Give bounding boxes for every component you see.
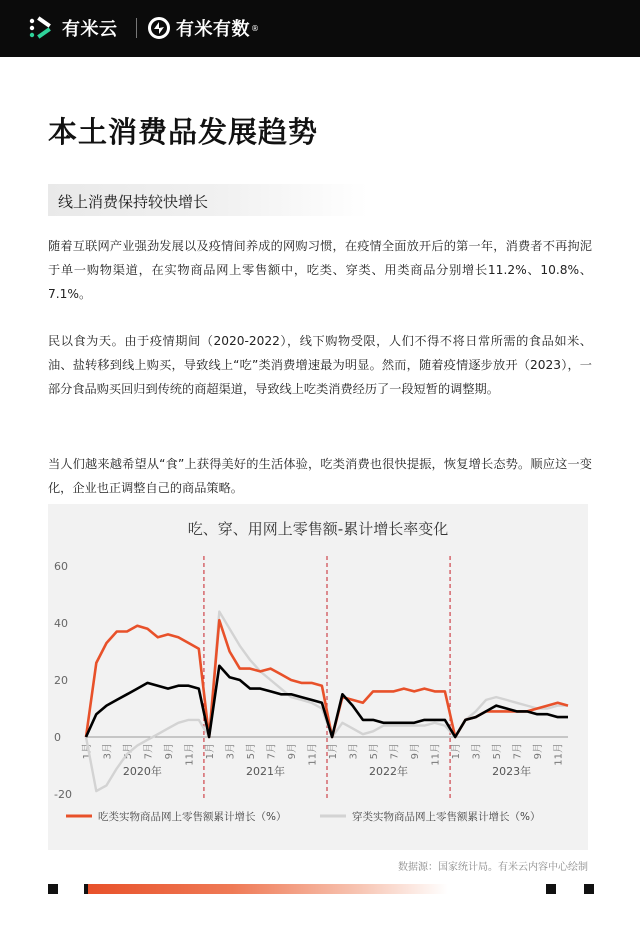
x-tick-label: 7月 (266, 743, 278, 760)
x-tick-label: 7月 (389, 743, 401, 760)
year-label: 2020年 (122, 765, 162, 778)
footer-gradient-bar (88, 884, 448, 894)
youmi-data-logo (148, 14, 259, 42)
footer-square-left (48, 884, 58, 894)
chart-panel (48, 504, 588, 850)
x-tick-label: 1月 (328, 743, 340, 760)
brand1-name: 有米云 (62, 19, 118, 40)
x-tick-label: 5月 (123, 743, 135, 760)
brand2-mark: ® (251, 23, 259, 33)
source-note: 数据源：国家统计局。有米云内容中心绘制 (398, 862, 588, 873)
year-label: 2021年 (245, 765, 285, 778)
youmi-cloud-logo-icon (28, 15, 54, 41)
x-tick-label: 1月 (451, 743, 463, 760)
x-tick-label: 7月 (512, 743, 524, 760)
x-tick-label: 3月 (471, 743, 483, 760)
x-tick-label: 5月 (492, 743, 504, 760)
x-tick-label: 3月 (102, 743, 114, 760)
line-chart (48, 504, 588, 850)
paragraph-1: 随着互联网产业强劲发展以及疫情间养成的网购习惯，在疫情全面放开后的第一年，消费者不再拘泥于单一购物渠道，在实物商品网上零售额中，吃类、穿类、用类商品分别增长11.2%、10.8%、7.1%。 (48, 239, 592, 301)
top-bar (0, 0, 640, 57)
x-tick-label: 9月 (164, 743, 176, 760)
footer-square-right-2 (584, 884, 594, 894)
y-tick-label: 40 (54, 617, 68, 630)
year-label: 2023年 (492, 765, 532, 778)
x-tick-label: 9月 (410, 743, 422, 760)
x-tick-label: 11月 (430, 743, 442, 766)
x-tick-label: 7月 (143, 743, 155, 760)
x-tick-label: 11月 (307, 743, 319, 766)
section-tag-label: 线上消费保持较快增长 (58, 193, 209, 211)
x-tick-label: 9月 (533, 743, 545, 760)
paragraph-2: 民以食为天。由于疫情期间（2020-2022），线下购物受限，人们不得不将日常所需的食品如米、油、盐转移到线上购买，导致线上“吃”类消费增速最为明显。然而，随着疫情逐步放开（2023），一部分食品购买回归到传统的商超渠道，导致线上吃类消费经历了一段短暂的调整期。 (48, 334, 592, 396)
x-tick-label: 11月 (184, 743, 196, 766)
paragraph-3: 当人们越来越希望从“食”上获得美好的生活体验，吃类消费也很快提振，恢复增长态势。顺应这一变化，企业也正调整自己的商品策略。 (48, 457, 592, 495)
year-label: 2022年 (369, 765, 409, 778)
y-tick-label: 0 (54, 731, 61, 744)
youmi-data-logo-icon (148, 17, 170, 39)
page-title: 本土消费品发展趋势 (48, 115, 319, 149)
brand2-name: 有米有数 (176, 19, 250, 40)
legend-label-eat: 吃类实物商品网上零售额累计增长（%） (98, 811, 287, 823)
legend-label-wear: 穿类实物商品网上零售额累计增长（%） (352, 811, 541, 823)
section-tag (48, 184, 368, 216)
footer-square-right (546, 884, 556, 894)
x-tick-label: 3月 (348, 743, 360, 760)
x-tick-label: 1月 (205, 743, 217, 760)
y-tick-label: -20 (54, 788, 72, 801)
x-tick-label: 3月 (225, 743, 237, 760)
y-tick-label: 60 (54, 560, 68, 573)
brand-divider (136, 18, 137, 38)
youmi-cloud-logo (28, 14, 118, 42)
chart-title: 吃、穿、用网上零售额-累计增长率变化 (187, 520, 449, 538)
y-tick-label: 20 (54, 674, 68, 687)
x-tick-label: 5月 (369, 743, 381, 760)
x-tick-label: 9月 (287, 743, 299, 760)
x-tick-label: 1月 (82, 743, 93, 760)
x-tick-label: 11月 (553, 743, 565, 766)
x-tick-label: 5月 (246, 743, 258, 760)
